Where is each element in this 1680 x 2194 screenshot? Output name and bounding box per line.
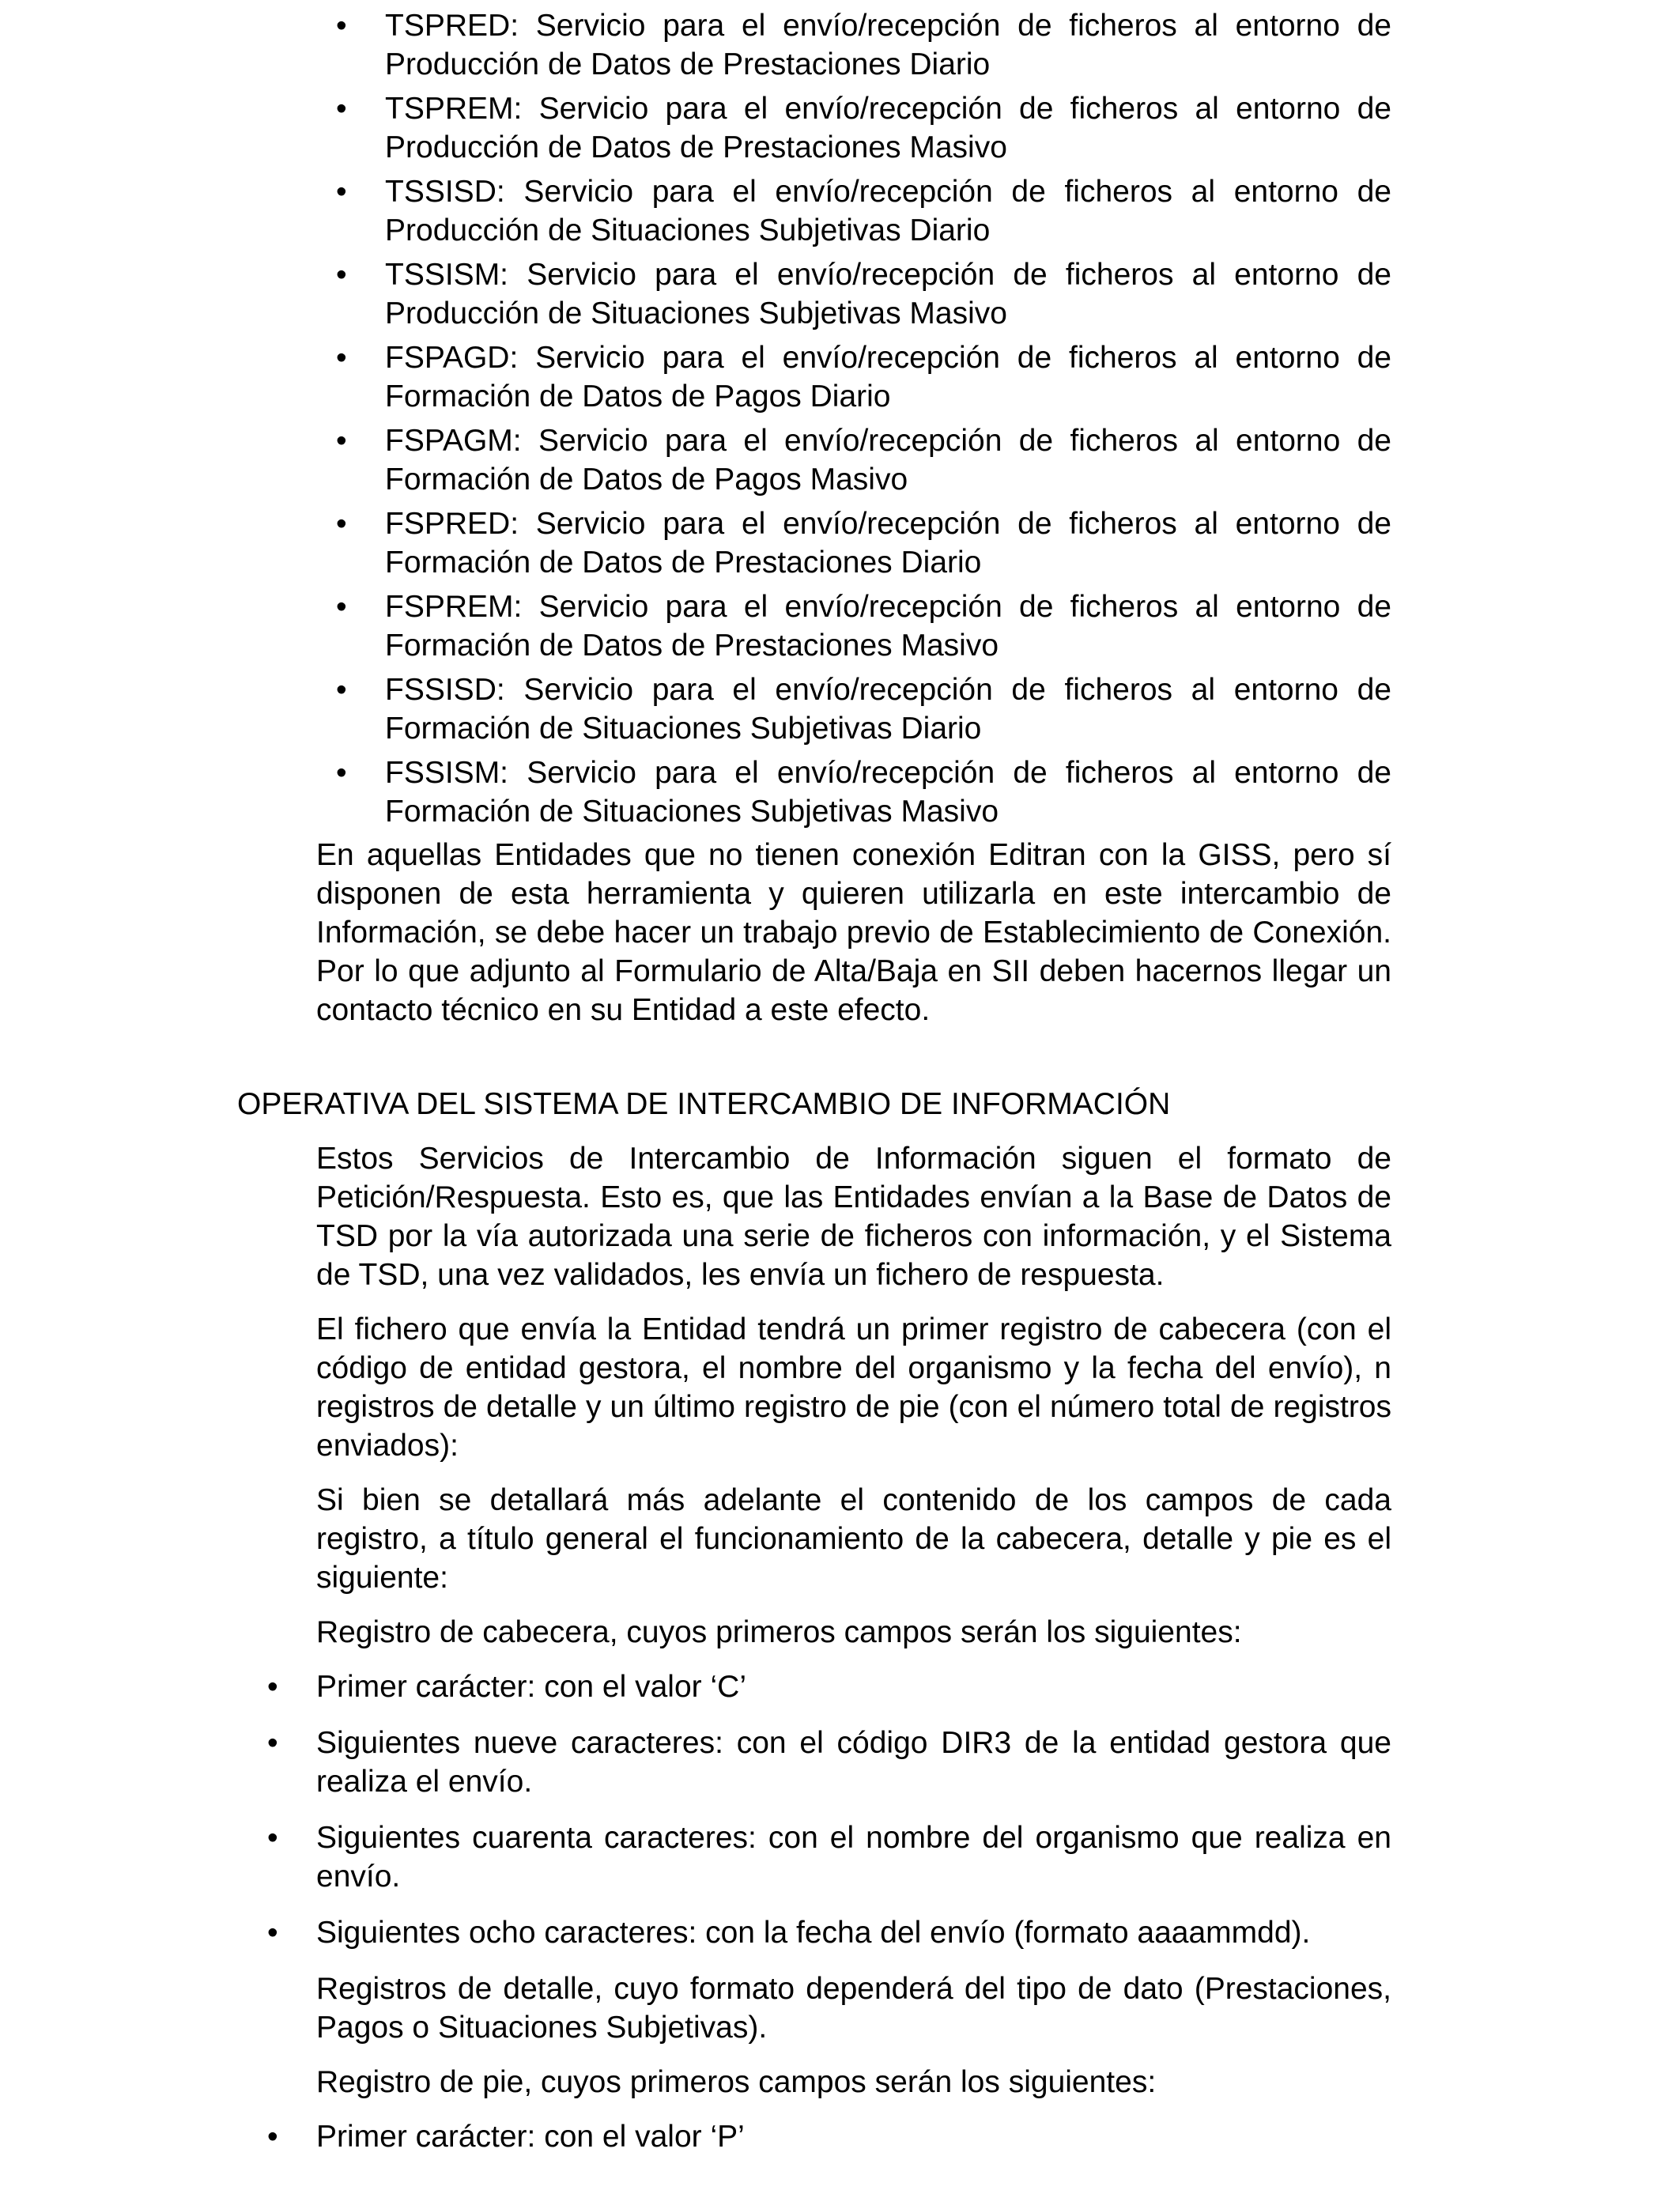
- service-list: [336, 6, 1391, 836]
- list-item-text: TSSISM: Servicio para el envío/recepción de ficheros al entorno de Producción de Situaciones Subjetivas Masivo: [385, 258, 1391, 330]
- paragraph-general: Si bien se detallará más adelante el contenido de los campos de cada registro, a título general el funcionamiento de la cabecera, detalle y pie es el siguiente:: [316, 1483, 1391, 1595]
- list-item: [267, 2117, 1391, 2156]
- list-item-text: FSSISD: Servicio para el envío/recepción de ficheros al entorno de Formación de Situaciones Subjetivas Diario: [385, 673, 1391, 746]
- bullet: •: [336, 258, 347, 292]
- list-item-text: FSSISM: Servicio para el envío/recepción de ficheros al entorno de Formación de Situaciones Subjetivas Masivo: [385, 756, 1391, 829]
- list-item-text: FSPREM: Servicio para el envío/recepción de ficheros al entorno de Formación de Datos de Prestaciones Masivo: [385, 590, 1391, 663]
- paragraph-detail-records: Registros de detalle, cuyo formato dependerá del tipo de dato (Prestaciones, Pagos o Situaciones Subjetivas).: [316, 1972, 1391, 2045]
- bullet: •: [267, 1821, 278, 1855]
- list-item: [336, 587, 1391, 665]
- paragraph-file-structure: El fichero que envía la Entidad tendrá un primer registro de cabecera (con el código de entidad gestora, el nombre del organismo y la fecha del envío), n registros de detalle y un último registro de pie (con el número total de registros enviados):: [316, 1312, 1391, 1463]
- bullet: •: [336, 756, 347, 790]
- bullet: •: [336, 424, 347, 458]
- section-body: [267, 1139, 1391, 2173]
- bullet: •: [267, 1670, 278, 1704]
- paragraph-footer-record: Registro de pie, cuyos primeros campos serán los siguientes:: [316, 2065, 1157, 2099]
- bullet: •: [336, 175, 347, 209]
- bullet: •: [336, 9, 347, 43]
- list-item-text: TSPREM: Servicio para el envío/recepción de ficheros al entorno de Producción de Datos de Prestaciones Masivo: [385, 92, 1391, 164]
- list-item: [336, 338, 1391, 416]
- list-item: [336, 421, 1391, 499]
- list-item: [336, 89, 1391, 167]
- list-item: [336, 504, 1391, 582]
- bullet: •: [267, 2120, 278, 2154]
- list-item: [336, 6, 1391, 84]
- bullet: •: [336, 92, 347, 126]
- list-item: [336, 670, 1391, 748]
- list-item-text: TSSISD: Servicio para el envío/recepción de ficheros al entorno de Producción de Situaciones Subjetivas Diario: [385, 175, 1391, 247]
- list-item: [336, 255, 1391, 333]
- list-item: [336, 172, 1391, 250]
- paragraph-intro: Estos Servicios de Intercambio de Información siguen el formato de Petición/Respuesta. Esto es, que las Entidades envían a la Base de Datos de TSD por la vía autorizada una serie de ficheros con información, y el Sistema de TSD, una vez validados, les envía un fichero de respuesta.: [316, 1142, 1391, 1292]
- list-item: [267, 1913, 1391, 1952]
- list-item-text: Primer carácter: con el valor ‘C’: [316, 1670, 746, 1704]
- list-item-text: Siguientes ocho caracteres: con la fecha del envío (formato aaaammdd).: [316, 1916, 1311, 1950]
- list-item-text: Siguientes cuarenta caracteres: con el nombre del organismo que realiza en envío.: [316, 1821, 1391, 1894]
- list-item: [267, 1818, 1391, 1896]
- bullet: •: [267, 1726, 278, 1760]
- section-heading: OPERATIVA DEL SISTEMA DE INTERCAMBIO DE INFORMACIÓN: [237, 1087, 1171, 1121]
- list-item-text: FSPRED: Servicio para el envío/recepción de ficheros al entorno de Formación de Datos de Prestaciones Diario: [385, 507, 1391, 580]
- bullet: •: [267, 1916, 278, 1950]
- editran-paragraph: En aquellas Entidades que no tienen conexión Editran con la GISS, pero sí disponen de esta herramienta y quieren utilizarla en este intercambio de Información, se debe hacer un trabajo previo de Establecimiento de Conexión. Por lo que adjunto al Formulario de Alta/Baja en SII deben hacernos llegar un contacto técnico en su Entidad a este efecto.: [316, 838, 1391, 1027]
- list-item-text: FSPAGM: Servicio para el envío/recepción de ficheros al entorno de Formación de Datos de Pagos Masivo: [385, 424, 1391, 497]
- list-item: [267, 1667, 1391, 1706]
- bullet: •: [336, 673, 347, 707]
- bullet: •: [336, 590, 347, 624]
- paragraph-header-record: Registro de cabecera, cuyos primeros campos serán los siguientes:: [316, 1615, 1242, 1649]
- bullet: •: [336, 341, 347, 375]
- list-item-text: FSPAGD: Servicio para el envío/recepción de ficheros al entorno de Formación de Datos de Pagos Diario: [385, 341, 1391, 413]
- header-fields-list: [267, 1667, 1391, 1952]
- list-item-text: Primer carácter: con el valor ‘P’: [316, 2120, 745, 2154]
- list-item-text: TSPRED: Servicio para el envío/recepción de ficheros al entorno de Producción de Datos de Prestaciones Diario: [385, 9, 1391, 81]
- footer-fields-list: [267, 2117, 1391, 2156]
- list-item-text: Siguientes nueve caracteres: con el código DIR3 de la entidad gestora que realiza el envío.: [316, 1726, 1391, 1799]
- list-item: [267, 1724, 1391, 1801]
- list-item: [336, 753, 1391, 831]
- bullet: •: [336, 507, 347, 541]
